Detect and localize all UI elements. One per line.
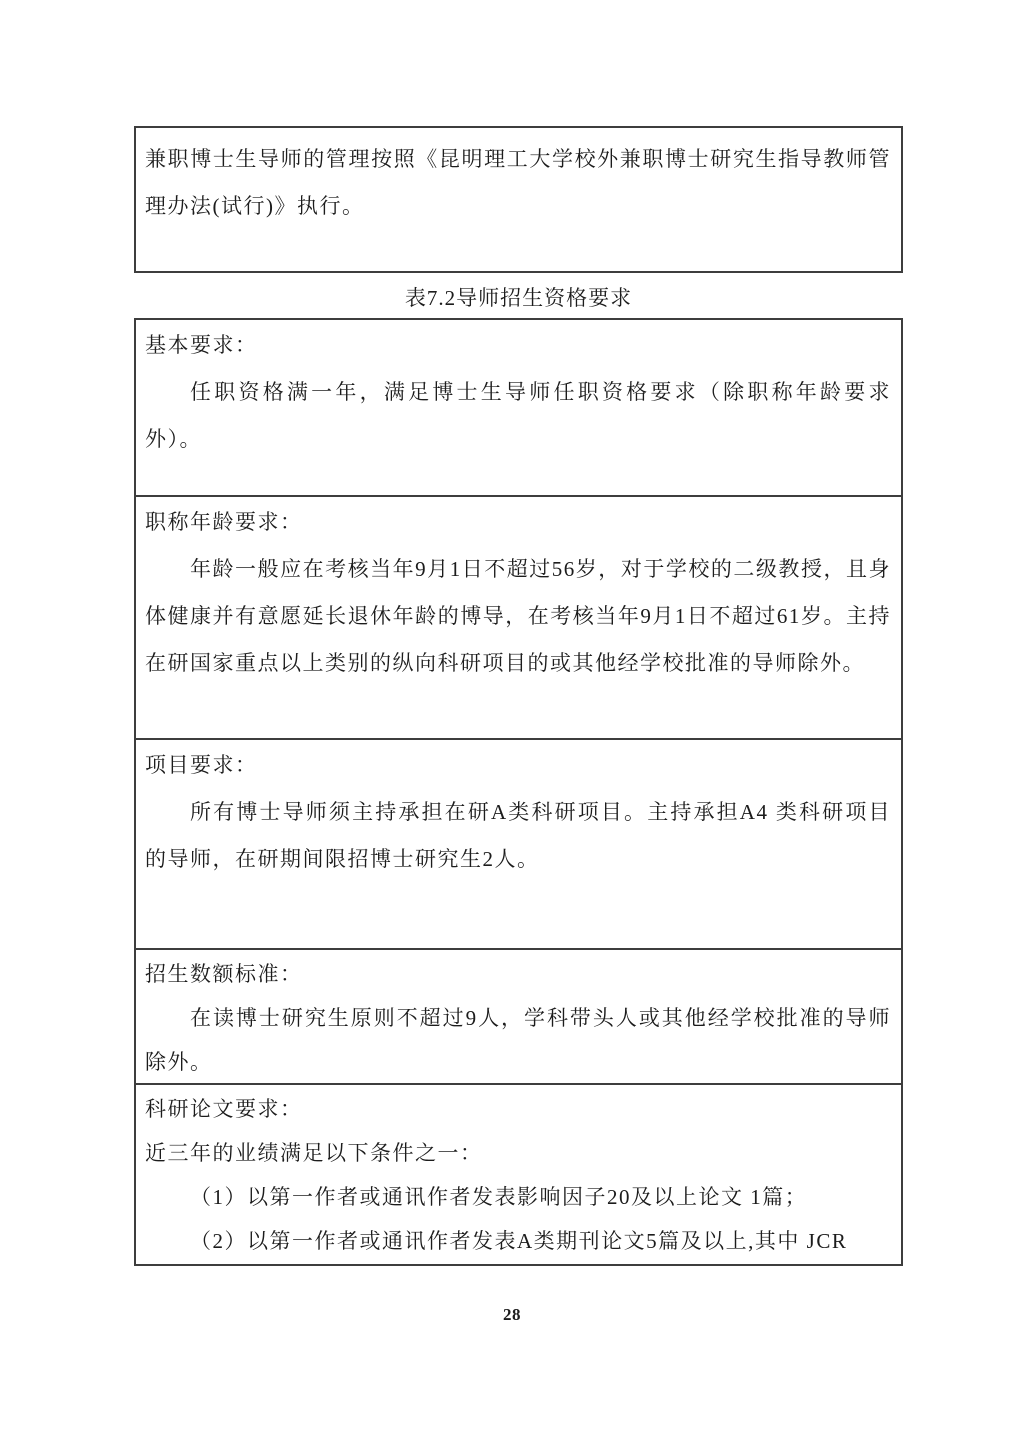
table-row-title-age-requirements — [136, 497, 901, 740]
table-row-paper-requirements — [136, 1085, 901, 1264]
row-paragraph: 年龄一般应在考核当年9月1日不超过56岁，对于学校的二级教授，且身体健康并有意愿延长退休年龄的博导，在考核当年9月1日不超过61岁。主持在研国家重点以上类别的纵向科研项目的或其他经学校批准的导师除外。 — [145, 557, 891, 675]
row-intro-line: 近三年的业绩满足以下条件之一： — [145, 1141, 483, 1165]
table-caption: 表7.2导师招生资格要求 — [404, 286, 633, 310]
intro-paragraph: 兼职博士生导师的管理按照《昆明理工大学校外兼职博士研究生指导教师管理办法(试行)》执行。 — [145, 147, 891, 218]
continued-text-box — [134, 126, 903, 273]
row-label: 基本要求： — [145, 333, 258, 357]
row-label: 科研论文要求： — [145, 1097, 303, 1121]
row-list-item: （1）以第一作者或通讯作者发表影响因子20及以上论文 1篇； — [190, 1185, 808, 1209]
row-label: 项目要求： — [145, 753, 258, 777]
page-number: 28 — [503, 1305, 521, 1324]
table-row-basic-requirements — [136, 320, 901, 497]
row-paragraph: 在读博士研究生原则不超过9人，学科带头人或其他经学校批准的导师除外。 — [145, 1006, 891, 1074]
row-label: 招生数额标准： — [145, 962, 303, 986]
supervisor-requirements-table — [134, 318, 903, 1266]
row-paragraph: 任职资格满一年，满足博士生导师任职资格要求（除职称年龄要求外）。 — [145, 380, 891, 451]
row-paragraph: 所有博士导师须主持承担在研A类科研项目。主持承担A4 类科研项目的导师，在研期间限招博士研究生2人。 — [145, 800, 891, 871]
row-label: 职称年龄要求： — [145, 510, 303, 534]
table-row-enrollment-quota — [136, 950, 901, 1085]
table-row-project-requirements — [136, 740, 901, 950]
row-list-item: （2）以第一作者或通讯作者发表A类期刊论文5篇及以上,其中 JCR — [190, 1229, 848, 1253]
